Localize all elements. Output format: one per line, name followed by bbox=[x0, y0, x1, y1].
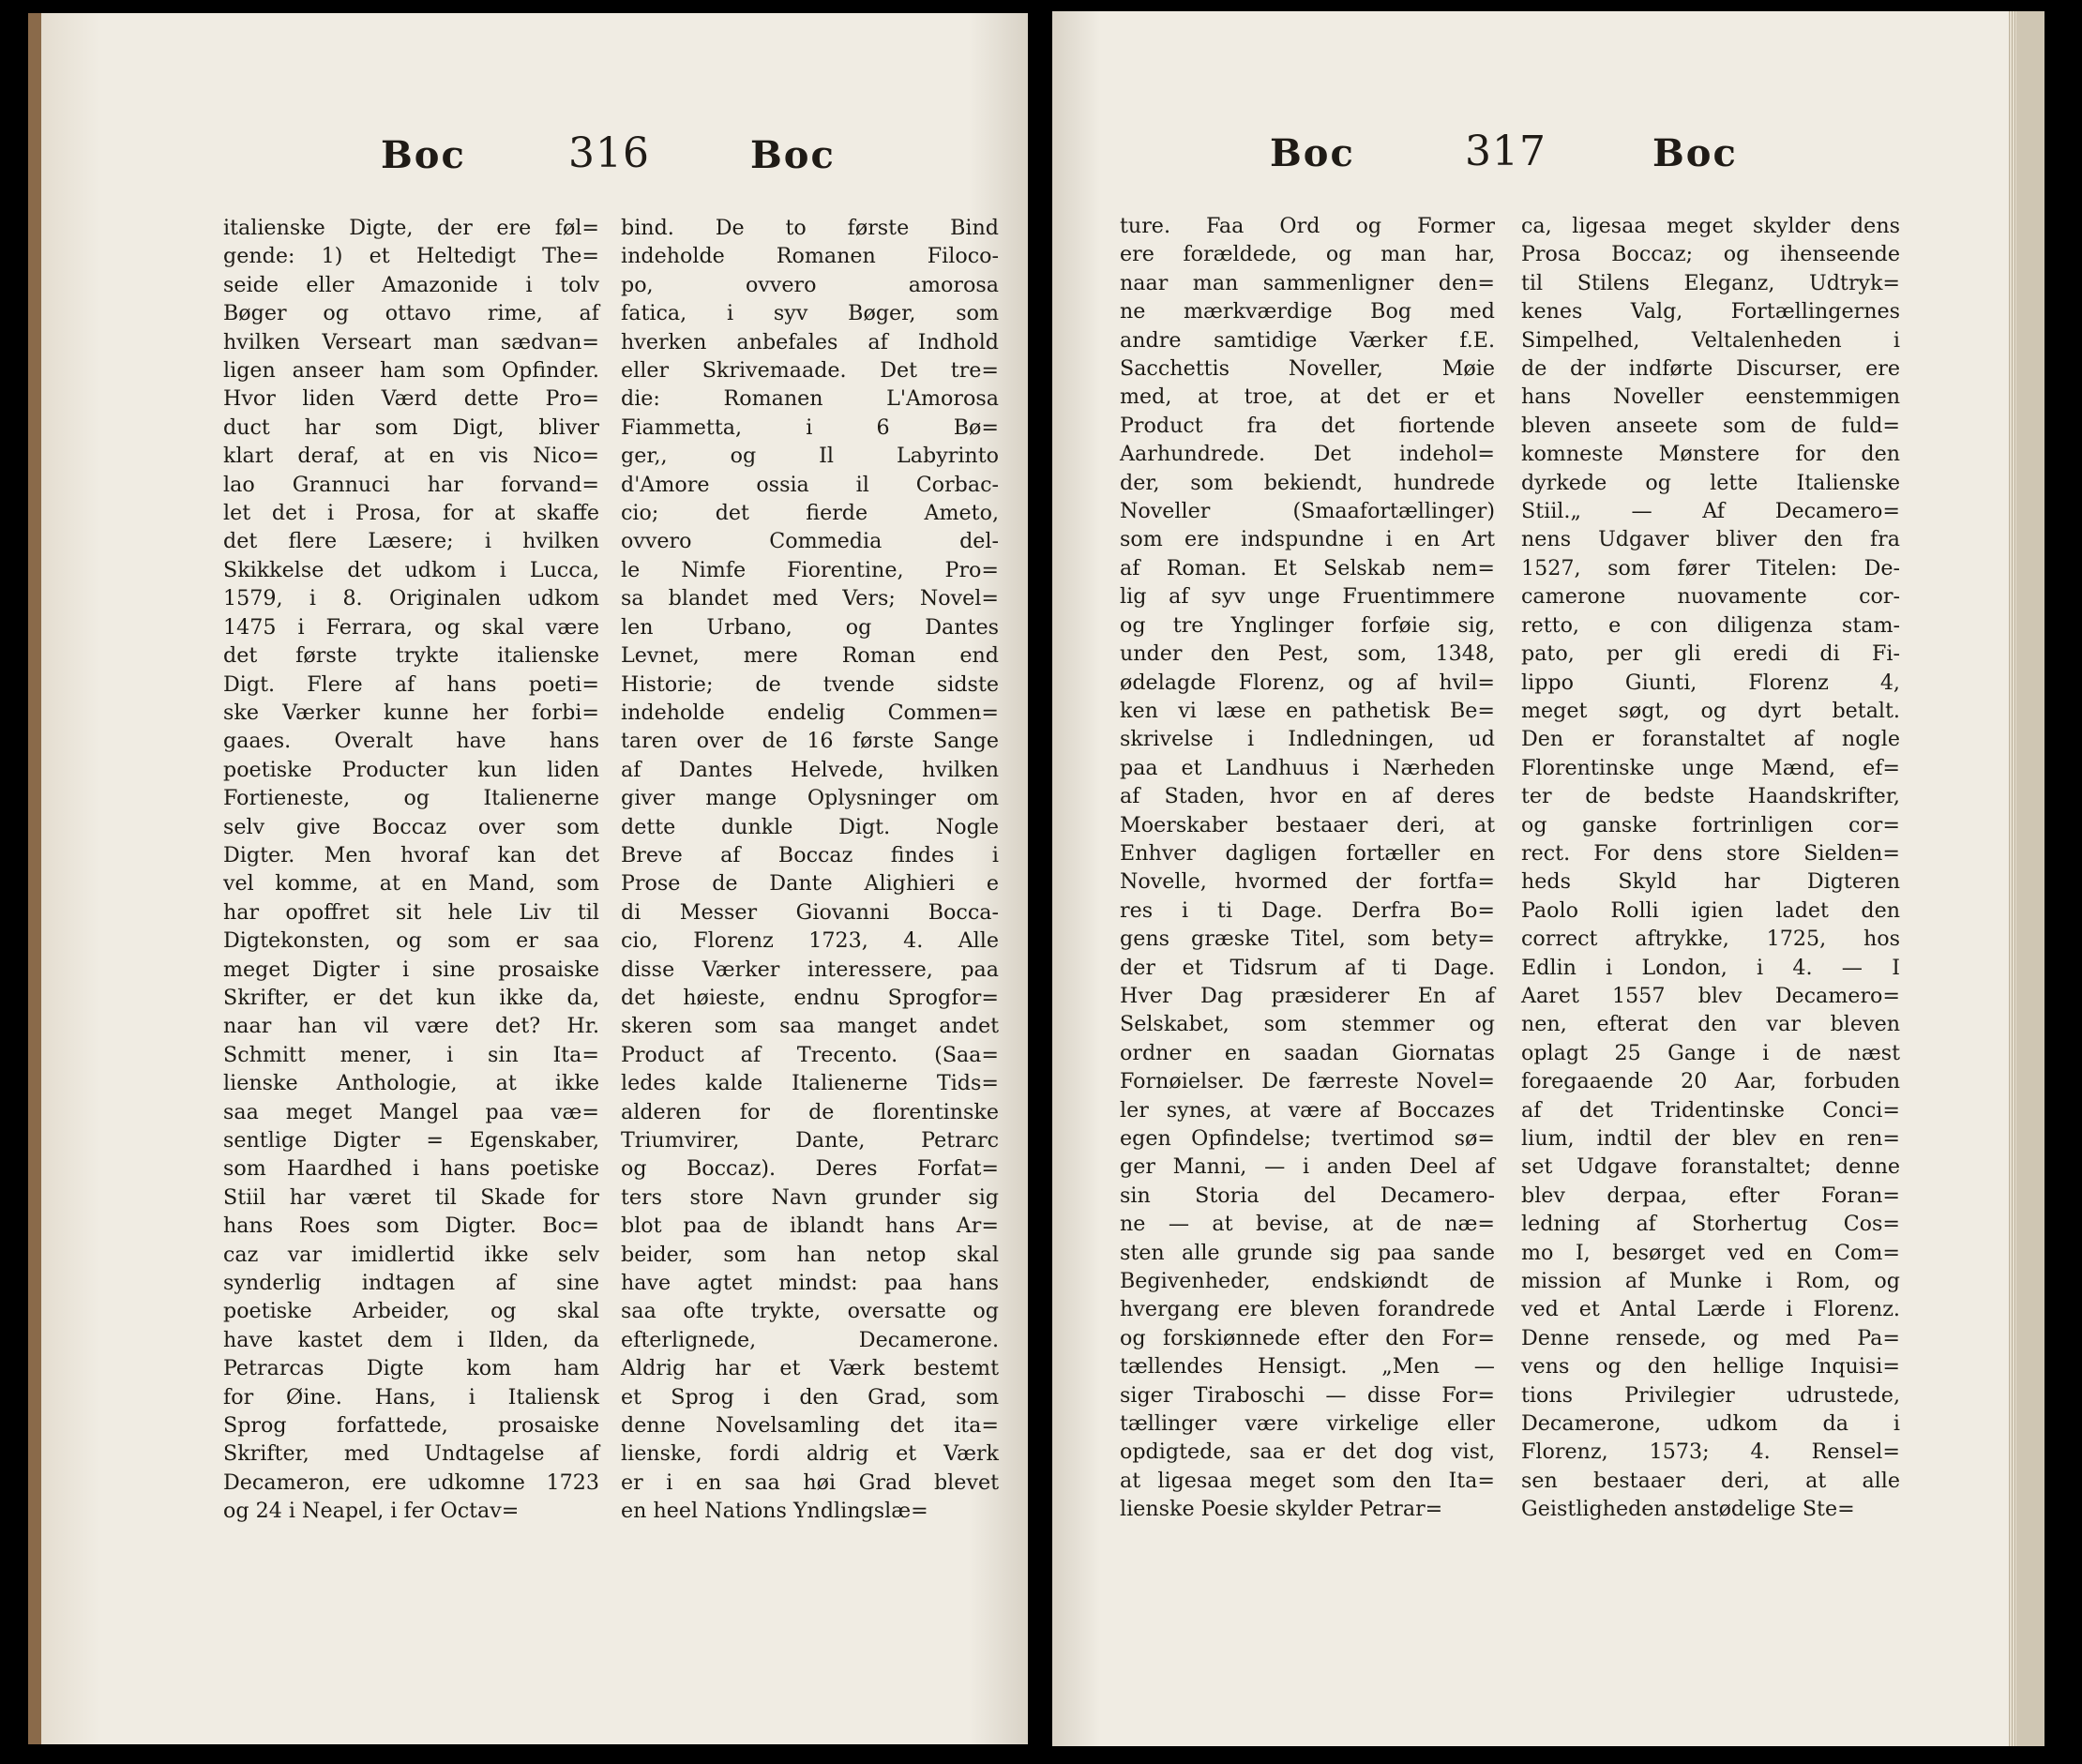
text-line: ne mærkværdige Bog med bbox=[1120, 299, 1495, 324]
text-line: Paolo Rolli igien ladet den bbox=[1521, 897, 1900, 923]
text-line: correct aftrykke, 1725, hos bbox=[1521, 927, 1900, 952]
text-line: Triumvirer, Dante, Petrarc bbox=[621, 1128, 999, 1153]
text-line: naar man sammenligner den= bbox=[1120, 270, 1495, 295]
left-page-number: 316 bbox=[568, 129, 650, 177]
text-line: Fortieneste, og Italienerne bbox=[223, 786, 599, 811]
text-line: Sacchettis Noveller, Møie bbox=[1120, 356, 1495, 382]
text-line: ger,, og Il Labyrinto bbox=[621, 444, 999, 469]
text-line: Skrifter, er det kun ikke da, bbox=[223, 985, 599, 1010]
text-line: taren over de 16 første Sange bbox=[621, 729, 999, 754]
text-line: som Haardhed i hans poetiske bbox=[223, 1156, 599, 1182]
text-line: ne — at bevise, at de næ= bbox=[1120, 1212, 1495, 1237]
text-line: Aaret 1557 blev Decamero= bbox=[1521, 983, 1900, 1008]
text-line: Digtekonsten, og som er saa bbox=[223, 928, 599, 954]
right-page-headword-right: Boc bbox=[1652, 131, 1738, 175]
text-line: ske Værker kunne her forbi= bbox=[223, 700, 599, 725]
text-line: lienske, fordi aldrig et Værk bbox=[621, 1441, 999, 1467]
text-line: at ligesaa meget som den Ita= bbox=[1120, 1468, 1495, 1493]
text-line: synderlig indtagen af sine bbox=[223, 1271, 599, 1296]
text-line: blev derpaa, efter Foran= bbox=[1521, 1183, 1900, 1208]
text-line: eller Skrivemaade. Det tre= bbox=[621, 358, 999, 384]
text-line: len Urbano, og Dantes bbox=[621, 614, 999, 640]
text-line: nens Udgaver bliver den fra bbox=[1521, 527, 1900, 552]
text-line: Florentinske unge Mænd, ef= bbox=[1521, 755, 1900, 780]
text-line: hans Roes som Digter. Boc= bbox=[223, 1214, 599, 1239]
text-line: Begivenheder, endskiøndt de bbox=[1120, 1269, 1495, 1294]
text-line: gens græske Titel, som bety= bbox=[1120, 927, 1495, 952]
text-line: der, som bekiendt, hundrede bbox=[1120, 470, 1495, 495]
right-page bbox=[1052, 11, 2044, 1746]
text-line: lippo Giunti, Florenz 4, bbox=[1521, 670, 1900, 695]
text-line: pato, per gli eredi di Fi- bbox=[1521, 641, 1900, 667]
text-line: Digter. Men hvoraf kan det bbox=[223, 842, 599, 867]
text-line: Noveller (Smaafortællinger) bbox=[1120, 499, 1495, 524]
text-line: skrivelse i Indledningen, ud bbox=[1120, 727, 1495, 752]
text-line: er i en saa høi Grad blevet bbox=[621, 1470, 999, 1495]
text-line: mo I, besørget ved en Com= bbox=[1521, 1240, 1900, 1265]
text-line: ovvero Commedia del- bbox=[621, 529, 999, 554]
text-line: et Sprog i den Grad, som bbox=[621, 1384, 999, 1410]
text-line: sin Storia del Decamero- bbox=[1120, 1183, 1495, 1208]
text-line: sen bestaaer deri, at alle bbox=[1521, 1468, 1900, 1493]
text-line: vens og den hellige Inquisi= bbox=[1521, 1354, 1900, 1380]
text-line: sentlige Digter = Egenskaber, bbox=[223, 1128, 599, 1153]
text-line: lao Grannuci har forvand= bbox=[223, 472, 599, 497]
text-line: saa meget Mangel paa væ= bbox=[223, 1099, 599, 1124]
text-line: bind. De to første Bind bbox=[621, 216, 999, 240]
text-line: Moerskaber bestaaer deri, at bbox=[1120, 812, 1495, 837]
text-line: 1579, i 8. Originalen udkom bbox=[223, 586, 599, 611]
text-line: Denne rensede, og med Pa= bbox=[1521, 1325, 1900, 1350]
text-line: opdigtede, saa er det dog vist, bbox=[1120, 1440, 1495, 1465]
text-line: hvergang ere bleven forandrede bbox=[1120, 1297, 1495, 1322]
text-line: de der indførte Discurser, ere bbox=[1521, 356, 1900, 382]
left-page-headword-left: Boc bbox=[381, 133, 466, 177]
text-line: ødelagde Florenz, og af hvil= bbox=[1120, 670, 1495, 695]
text-line: Fiammetta, i 6 Bø= bbox=[621, 415, 999, 440]
left-page bbox=[28, 13, 1028, 1744]
text-line: Petrarcas Digte kom ham bbox=[223, 1356, 599, 1381]
text-line: komneste Mønstere for den bbox=[1521, 442, 1900, 467]
text-line: Geistligheden anstødelige Ste= bbox=[1521, 1497, 1855, 1522]
left-page-column-1 bbox=[223, 214, 599, 1526]
text-line: Stiil.„ — Af Decamero= bbox=[1521, 499, 1900, 524]
text-line: Skikkelse det udkom i Lucca, bbox=[223, 557, 599, 582]
right-page-number: 317 bbox=[1465, 128, 1546, 175]
text-line: foregaaende 20 Aar, forbuden bbox=[1521, 1069, 1900, 1094]
text-line: og Boccaz). Deres Forfat= bbox=[621, 1156, 999, 1182]
text-line: d'Amore ossia il Corbac- bbox=[621, 472, 999, 497]
text-line: Decameron, ere udkomne 1723 bbox=[223, 1470, 599, 1495]
text-line: det høieste, endnu Sprogfor= bbox=[621, 985, 999, 1010]
right-page-headword-left: Boc bbox=[1270, 131, 1355, 175]
text-line: ture. Faa Ord og Former bbox=[1120, 214, 1495, 238]
text-line: der et Tidsrum af ti Dage. bbox=[1120, 955, 1495, 980]
text-line: blot paa de iblandt hans Ar= bbox=[621, 1214, 999, 1239]
text-line: ca, ligesaa meget skylder dens bbox=[1521, 214, 1900, 238]
text-line: res i ti Dage. Derfra Bo= bbox=[1120, 897, 1495, 923]
right-page-column-1 bbox=[1120, 212, 1495, 1524]
text-line: som ere indspundne i en Art bbox=[1120, 527, 1495, 552]
text-line: selv give Boccaz over som bbox=[223, 814, 599, 839]
text-line: Edlin i London, i 4. — I bbox=[1521, 955, 1900, 980]
text-line: retto, e con diligenza stam- bbox=[1521, 612, 1900, 638]
text-line: ledning af Storhertug Cos= bbox=[1521, 1212, 1900, 1237]
text-line: siger Tiraboschi — disse For= bbox=[1120, 1382, 1495, 1408]
text-line: Schmitt mener, i sin Ita= bbox=[223, 1042, 599, 1067]
text-line: Product af Trecento. (Saa= bbox=[621, 1042, 999, 1067]
text-line: Den er foranstaltet af nogle bbox=[1521, 727, 1900, 752]
text-line: have kastet dem i Ilden, da bbox=[223, 1327, 599, 1352]
text-line: og 24 i Neapel, i fer Octav= bbox=[223, 1499, 520, 1524]
right-page-header bbox=[1052, 128, 2016, 197]
text-line: har opoffret sit hele Liv til bbox=[223, 899, 599, 925]
text-line: cio, Florenz 1723, 4. Alle bbox=[621, 928, 999, 954]
text-line: Florenz, 1573; 4. Rensel= bbox=[1521, 1440, 1900, 1465]
text-line: Historie; de tvende sidste bbox=[621, 671, 999, 697]
text-line: klart deraf, at en vis Nico= bbox=[223, 444, 599, 469]
text-line: tællendes Hensigt. „Men — bbox=[1120, 1354, 1495, 1380]
text-line: di Messer Giovanni Bocca- bbox=[621, 899, 999, 925]
text-line: Selskabet, som stemmer og bbox=[1120, 1012, 1495, 1037]
text-line: egen Opfindelse; tvertimod sø= bbox=[1120, 1126, 1495, 1151]
text-line: oplagt 25 Gange i de næst bbox=[1521, 1040, 1900, 1065]
text-line: hans Noveller eenstemmigen bbox=[1521, 384, 1900, 410]
text-line: naar han vil være det? Hr. bbox=[223, 1014, 599, 1039]
left-page-column-2 bbox=[621, 214, 999, 1526]
text-line: Sprog forfattede, prosaiske bbox=[223, 1413, 599, 1439]
text-line: denne Novelsamling det ita= bbox=[621, 1413, 999, 1439]
text-line: set Udgave foranstaltet; denne bbox=[1521, 1154, 1900, 1180]
text-line: hvilken Verseart man sædvan= bbox=[223, 329, 599, 354]
text-line: tions Privilegier udrustede, bbox=[1521, 1382, 1900, 1408]
text-line: det flere Læsere; i hvilken bbox=[223, 529, 599, 554]
text-line: po, ovvero amorosa bbox=[621, 272, 999, 297]
text-line: ledes kalde Italienerne Tids= bbox=[621, 1071, 999, 1096]
left-page-header bbox=[41, 129, 1028, 199]
text-line: sten alle grunde sig paa sande bbox=[1120, 1240, 1495, 1265]
text-line: gaaes. Overalt have hans bbox=[223, 729, 599, 754]
text-line: poetiske Producter kun liden bbox=[223, 757, 599, 782]
text-line: nen, efterat den var bleven bbox=[1521, 1012, 1900, 1037]
text-line: og forskiønnede efter den For= bbox=[1120, 1325, 1495, 1350]
text-line: heds Skyld har Digteren bbox=[1521, 869, 1900, 895]
text-line: det første trykte italienske bbox=[223, 643, 599, 669]
text-line: for Øine. Hans, i Italiensk bbox=[223, 1384, 599, 1410]
text-line: Levnet, mere Roman end bbox=[621, 643, 999, 669]
text-line: Stiil har været til Skade for bbox=[223, 1184, 599, 1210]
text-line: til Stilens Eleganz, Udtryk= bbox=[1521, 270, 1900, 295]
text-line: indeholde Romanen Filoco- bbox=[621, 244, 999, 269]
text-line: ler synes, at være af Boccazes bbox=[1120, 1097, 1495, 1123]
text-line: let det i Prosa, for at skaffe bbox=[223, 501, 599, 526]
text-line: Hver Dag præsiderer En af bbox=[1120, 983, 1495, 1008]
text-line: Digt. Flere af hans poeti= bbox=[223, 671, 599, 697]
text-line: le Nimfe Fiorentine, Pro= bbox=[621, 557, 999, 582]
text-line: dyrkede og lette Italienske bbox=[1521, 470, 1900, 495]
text-line: Prosa Boccaz; og ihenseende bbox=[1521, 242, 1900, 267]
text-line: Breve af Boccaz findes i bbox=[621, 842, 999, 867]
text-line: Hvor liden Værd dette Pro= bbox=[223, 386, 599, 412]
text-line: Skrifter, med Undtagelse af bbox=[223, 1441, 599, 1467]
text-line: ere forældede, og man har, bbox=[1120, 242, 1495, 267]
text-line: Simpelhed, Veltalenheden i bbox=[1521, 327, 1900, 353]
text-line: ken vi læse en pathetisk Be= bbox=[1120, 698, 1495, 723]
text-line: beider, som han netop skal bbox=[621, 1242, 999, 1267]
text-line: die: Romanen L'Amorosa bbox=[621, 386, 999, 412]
text-line: ligen anseer ham som Opfinder. bbox=[223, 358, 599, 384]
text-line: giver mange Oplysninger om bbox=[621, 786, 999, 811]
text-line: disse Værker interessere, paa bbox=[621, 957, 999, 982]
text-line: poetiske Arbeider, og skal bbox=[223, 1299, 599, 1324]
text-line: meget søgt, og dyrt betalt. bbox=[1521, 698, 1900, 723]
text-line: ger Manni, — i anden Deel af bbox=[1120, 1154, 1495, 1180]
text-line: af Staden, hvor en af deres bbox=[1120, 784, 1495, 809]
text-line: vel komme, at en Mand, som bbox=[223, 871, 599, 897]
text-line: bleven anseete som de fuld= bbox=[1521, 413, 1900, 438]
text-line: Aarhundrede. Det indehol= bbox=[1120, 442, 1495, 467]
text-line: ordner en saadan Giornatas bbox=[1120, 1040, 1495, 1065]
text-line: andre samtidige Værker f.E. bbox=[1120, 327, 1495, 353]
text-line: fatica, i syv Bøger, som bbox=[621, 301, 999, 326]
text-line: 1475 i Ferrara, og skal være bbox=[223, 614, 599, 640]
text-line: indeholde endelig Commen= bbox=[621, 700, 999, 725]
text-line: lienske Anthologie, at ikke bbox=[223, 1071, 599, 1096]
text-line: efterlignede, Decamerone. bbox=[621, 1327, 999, 1352]
text-line: mission af Munke i Rom, og bbox=[1521, 1269, 1900, 1294]
text-line: tællinger være virkelige eller bbox=[1120, 1411, 1495, 1437]
text-line: hverken anbefales af Indhold bbox=[621, 329, 999, 354]
text-line: sa blandet med Vers; Novel= bbox=[621, 586, 999, 611]
text-line: lienske Poesie skylder Petrar= bbox=[1120, 1497, 1443, 1522]
text-line: Enhver dagligen fortæller en bbox=[1120, 840, 1495, 866]
text-line: alderen for de florentinske bbox=[621, 1099, 999, 1124]
text-line: seide eller Amazonide i tolv bbox=[223, 272, 599, 297]
text-line: camerone nuovamente cor- bbox=[1521, 584, 1900, 610]
text-line: meget Digter i sine prosaiske bbox=[223, 957, 599, 982]
text-line: dette dunkle Digt. Nogle bbox=[621, 814, 999, 839]
text-line: italienske Digte, der ere føl= bbox=[223, 216, 599, 240]
text-line: duct har som Digt, bliver bbox=[223, 415, 599, 440]
text-line: Novelle, hvormed der fortfa= bbox=[1120, 869, 1495, 895]
text-line: saa ofte trykte, oversatte og bbox=[621, 1299, 999, 1324]
text-line: under den Pest, som, 1348, bbox=[1120, 641, 1495, 667]
text-line: Bøger og ottavo rime, af bbox=[223, 301, 599, 326]
right-page-column-2 bbox=[1521, 212, 1900, 1524]
text-line: gende: 1) et Heltedigt The= bbox=[223, 244, 599, 269]
text-line: lium, indtil der blev en ren= bbox=[1521, 1126, 1900, 1151]
text-line: caz var imidlertid ikke selv bbox=[223, 1242, 599, 1267]
text-line: af Roman. Et Selskab nem= bbox=[1120, 555, 1495, 580]
text-line: Aldrig har et Værk bestemt bbox=[621, 1356, 999, 1381]
text-line: paa et Landhuus i Nærheden bbox=[1120, 755, 1495, 780]
text-line: rect. For dens store Sielden= bbox=[1521, 840, 1900, 866]
text-line: cio; det fierde Ameto, bbox=[621, 501, 999, 526]
text-line: Product fra det fiortende bbox=[1120, 413, 1495, 438]
text-line: med, at troe, at det er et bbox=[1120, 384, 1495, 410]
text-line: kenes Valg, Fortællingernes bbox=[1521, 299, 1900, 324]
text-line: og ganske fortrinligen cor= bbox=[1521, 812, 1900, 837]
text-line: Decamerone, udkom da i bbox=[1521, 1411, 1900, 1437]
text-line: 1527, som fører Titelen: De- bbox=[1521, 555, 1900, 580]
text-line: ters store Navn grunder sig bbox=[621, 1184, 999, 1210]
text-line: Fornøielser. De færreste Novel= bbox=[1120, 1069, 1495, 1094]
text-line: af Dantes Helvede, hvilken bbox=[621, 757, 999, 782]
text-line: en heel Nations Yndlingslæ= bbox=[621, 1499, 928, 1524]
text-line: ter de bedste Haandskrifter, bbox=[1521, 784, 1900, 809]
text-line: skeren som saa manget andet bbox=[621, 1014, 999, 1039]
left-page-headword-right: Boc bbox=[750, 133, 836, 177]
text-line: have agtet mindst: paa hans bbox=[621, 1271, 999, 1296]
text-line: af det Tridentinske Conci= bbox=[1521, 1097, 1900, 1123]
text-line: ved et Antal Lærde i Florenz. bbox=[1521, 1297, 1900, 1322]
text-line: og tre Ynglinger forføie sig, bbox=[1120, 612, 1495, 638]
text-line: lig af syv unge Fruentimmere bbox=[1120, 584, 1495, 610]
text-line: Prose de Dante Alighieri e bbox=[621, 871, 999, 897]
